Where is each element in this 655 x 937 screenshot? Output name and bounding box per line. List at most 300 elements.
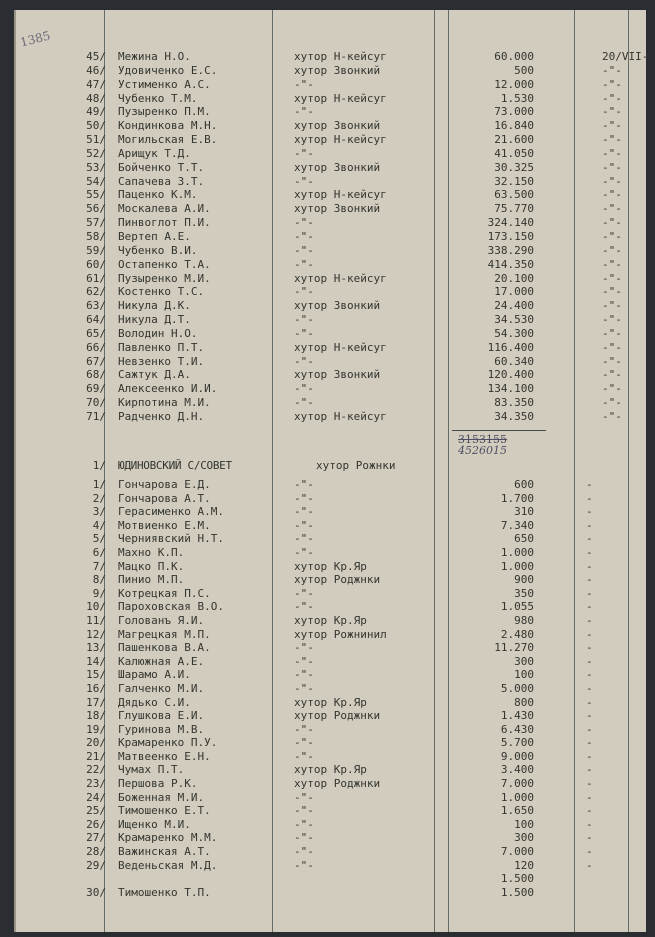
date-mark: - <box>586 709 593 723</box>
date-mark: - <box>586 586 593 600</box>
quantity: 1.650 <box>500 804 534 818</box>
table-row <box>16 696 646 710</box>
row-number: 18/ <box>86 709 106 723</box>
date-mark: -"- <box>602 285 622 299</box>
section-header <box>16 458 646 474</box>
date-mark: - <box>586 845 593 859</box>
place-name: -"- <box>294 654 314 668</box>
row-number: 12/ <box>86 627 106 641</box>
place-name: хутор Звонкий <box>294 299 381 313</box>
date-mark: 20/VII- <box>602 50 649 63</box>
quantity: 73.000 <box>494 105 534 119</box>
table-row <box>16 791 646 805</box>
row-number: 69/ <box>86 382 106 396</box>
place-name: -"- <box>294 545 314 559</box>
place-name: -"- <box>294 532 314 546</box>
struck-total: 3153155 <box>458 433 507 446</box>
person-name: Чубенко Т.М. <box>118 91 198 105</box>
table-row <box>16 709 646 723</box>
place-name: -"- <box>294 518 314 532</box>
row-number: 46/ <box>86 63 106 77</box>
date-mark: -"- <box>602 160 622 174</box>
date-mark: - <box>586 545 593 559</box>
table-row <box>16 299 646 313</box>
place-name: хутор Роджнки <box>294 709 381 723</box>
table-row <box>16 230 646 244</box>
place-name: -"- <box>294 681 314 695</box>
row-number: 4/ <box>92 518 106 532</box>
person-name: Бойченко Т.Т. <box>118 160 205 174</box>
date-mark: - <box>586 722 593 736</box>
person-name: Вертеп А.Е. <box>118 229 191 243</box>
quantity: 60.340 <box>494 354 534 368</box>
place-name: -"- <box>294 382 314 396</box>
row-number: 5/ <box>92 532 106 546</box>
row-number: 9/ <box>92 586 106 600</box>
table-row <box>16 341 646 355</box>
person-name: Пинио М.П. <box>118 573 185 587</box>
person-name: Пузыренко П.М. <box>118 105 211 119</box>
place-name: хутор Звонкий <box>294 368 381 382</box>
date-mark: - <box>586 817 593 831</box>
place-name: -"- <box>294 817 314 831</box>
quantity: 1.055 <box>500 600 534 614</box>
quantity: 83.350 <box>494 396 534 410</box>
person-name: Удовиченко Е.С. <box>118 63 218 77</box>
person-name: Шарамо А.И. <box>118 668 191 682</box>
person-name: Важинская А.Т. <box>118 845 211 859</box>
table-row <box>16 382 646 396</box>
place-name: -"- <box>294 641 314 655</box>
quantity: 3.400 <box>500 763 534 777</box>
person-name: Кирпотина М.И. <box>118 396 211 410</box>
table-row <box>16 478 646 492</box>
table-row <box>16 614 646 628</box>
quantity: 34.350 <box>494 409 534 423</box>
quantity: 350 <box>514 586 534 600</box>
table-row <box>16 216 646 230</box>
date-mark: - <box>586 749 593 763</box>
place-name: -"- <box>294 354 314 368</box>
table-row <box>16 668 646 682</box>
place-name: -"- <box>294 478 314 491</box>
table-row <box>16 92 646 106</box>
date-mark: - <box>586 790 593 804</box>
place-name: хутор Кр.Яр <box>294 613 367 627</box>
place-name: -"- <box>294 586 314 600</box>
person-name: Ищенко М.И. <box>118 817 191 831</box>
date-mark: - <box>586 695 593 709</box>
table-row <box>16 750 646 764</box>
date-mark: -"- <box>602 63 622 77</box>
row-number: 67/ <box>86 354 106 368</box>
quantity: 650 <box>514 532 534 546</box>
date-mark: -"- <box>602 340 622 354</box>
table-row <box>16 396 646 410</box>
row-number: 47/ <box>86 77 106 91</box>
quantity: 500 <box>514 63 534 77</box>
column-totals <box>458 434 548 456</box>
person-name: Гончарова А.Т. <box>118 491 211 505</box>
quantity: 60.000 <box>494 50 534 63</box>
table-row <box>16 804 646 818</box>
table-row <box>16 845 646 859</box>
row-number: 56/ <box>86 202 106 216</box>
row-number: 17/ <box>86 695 106 709</box>
row-number: 27/ <box>86 831 106 845</box>
table-row <box>16 327 646 341</box>
table-row <box>16 777 646 791</box>
date-mark: -"- <box>602 243 622 257</box>
place-name: хутор Н-кейсуг <box>294 340 387 354</box>
row-number: 62/ <box>86 285 106 299</box>
quantity: 324.140 <box>487 216 534 230</box>
table-row <box>16 505 646 519</box>
date-mark: -"- <box>602 146 622 160</box>
place-name: -"- <box>294 243 314 257</box>
person-name: Алексеенко И.И. <box>118 382 218 396</box>
person-name: Невзенко Т.И. <box>118 354 205 368</box>
person-name: Володин Н.О. <box>118 326 198 340</box>
date-mark: -"- <box>602 229 622 243</box>
date-mark: -"- <box>602 105 622 119</box>
table-row <box>16 202 646 216</box>
table-row <box>16 859 646 873</box>
date-mark: -"- <box>602 119 622 133</box>
place-name: хутор Роджнки <box>294 777 381 791</box>
table-row <box>16 723 646 737</box>
place-name: -"- <box>294 845 314 859</box>
person-name: Кондинкова М.Н. <box>118 119 218 133</box>
person-name: Чумах П.Т. <box>118 763 185 777</box>
quantity: 24.400 <box>494 299 534 313</box>
person-name: Межина Н.О. <box>118 50 191 63</box>
person-name: Остапенко Т.А. <box>118 257 211 271</box>
quantity: 63.500 <box>494 188 534 202</box>
table-row <box>16 736 646 750</box>
place-name: -"- <box>294 804 314 818</box>
person-name: Черниявский Н.Т. <box>118 532 224 546</box>
row-number: 3/ <box>92 505 106 519</box>
person-name: Никула Д.Т. <box>118 313 191 327</box>
table-row <box>16 546 646 560</box>
date-mark: - <box>586 613 593 627</box>
place-name: -"- <box>294 146 314 160</box>
date-mark: - <box>586 600 593 614</box>
row-number: 54/ <box>86 174 106 188</box>
row-number: 70/ <box>86 396 106 410</box>
place-name: хутор Н-кейсуг <box>294 50 387 63</box>
row-number: 51/ <box>86 133 106 147</box>
table-row <box>16 285 646 299</box>
date-mark: - <box>586 559 593 573</box>
date-mark: - <box>586 478 593 491</box>
person-name: Могильская Е.В. <box>118 133 218 147</box>
place-name: -"- <box>294 831 314 845</box>
place-name: хутор Рожнинил <box>294 627 387 641</box>
place-name: -"- <box>294 313 314 327</box>
quantity: 120 <box>514 858 534 872</box>
person-name: Тимошенко Е.Т. <box>118 804 211 818</box>
place-name: -"- <box>294 491 314 505</box>
person-name: Мацко П.К. <box>118 559 185 573</box>
row-number: 55/ <box>86 188 106 202</box>
place-name: -"- <box>294 216 314 230</box>
row-number: 23/ <box>86 777 106 791</box>
row-number: 7/ <box>92 559 106 573</box>
quantity: 300 <box>514 654 534 668</box>
place-name: -"- <box>294 105 314 119</box>
person-name: Устименко А.С. <box>118 77 211 91</box>
quantity: 75.770 <box>494 202 534 216</box>
quantity: 800 <box>514 695 534 709</box>
place-name: -"- <box>294 326 314 340</box>
person-name: Матвеенко Е.Н. <box>118 749 211 763</box>
place-name: хутор Звонкий <box>294 63 381 77</box>
row-number: 30/ <box>86 885 106 899</box>
row-number: 1/ <box>92 478 106 491</box>
person-name: Глушкова Е.И. <box>118 709 205 723</box>
date-mark: - <box>586 573 593 587</box>
quantity: 1.500 <box>500 872 534 886</box>
quantity: 41.050 <box>494 146 534 160</box>
quantity: 21.600 <box>494 133 534 147</box>
row-number: 11/ <box>86 613 106 627</box>
table-row <box>16 355 646 369</box>
quantity: 1.000 <box>500 559 534 573</box>
table-row <box>16 161 646 175</box>
quantity: 9.000 <box>500 749 534 763</box>
table-row <box>16 188 646 202</box>
date-mark: -"- <box>602 188 622 202</box>
person-name: Чубенко В.И. <box>118 243 198 257</box>
place-name: -"- <box>294 600 314 614</box>
place-name: -"- <box>294 749 314 763</box>
quantity: 54.300 <box>494 326 534 340</box>
row-number: 57/ <box>86 216 106 230</box>
date-mark: -"- <box>602 77 622 91</box>
row-number: 45/ <box>86 50 106 63</box>
handwritten-total: 4526015 <box>458 444 507 457</box>
person-name: Сажтук Д.А. <box>118 368 191 382</box>
row-number: 22/ <box>86 763 106 777</box>
table-row <box>16 258 646 272</box>
quantity: 1.000 <box>500 790 534 804</box>
date-mark: - <box>586 763 593 777</box>
place-name: хутор Звонкий <box>294 119 381 133</box>
place-name: хутор Роджнки <box>294 573 381 587</box>
quantity: 11.270 <box>494 641 534 655</box>
person-name: Костенко Т.С. <box>118 285 205 299</box>
row-number: 48/ <box>86 91 106 105</box>
row-number: 10/ <box>86 600 106 614</box>
quantity: 5.700 <box>500 736 534 750</box>
row-number: 61/ <box>86 271 106 285</box>
date-mark: -"- <box>602 382 622 396</box>
row-number: 15/ <box>86 668 106 682</box>
row-number: 49/ <box>86 105 106 119</box>
quantity: 300 <box>514 831 534 845</box>
quantity: 414.350 <box>487 257 534 271</box>
row-number: 58/ <box>86 229 106 243</box>
quantity: 12.000 <box>494 77 534 91</box>
person-name: Радченко Д.Н. <box>118 409 205 423</box>
place-name: -"- <box>294 858 314 872</box>
quantity: 100 <box>514 817 534 831</box>
date-mark: - <box>586 804 593 818</box>
person-name: Пашенкова В.А. <box>118 641 211 655</box>
place-name: -"- <box>294 790 314 804</box>
table-row <box>16 133 646 147</box>
person-name: Гуринова М.В. <box>118 722 205 736</box>
section-number: 1/ <box>92 459 106 472</box>
quantity: 2.480 <box>500 627 534 641</box>
row-number: 26/ <box>86 817 106 831</box>
document-page <box>14 10 649 932</box>
table-row <box>16 410 646 424</box>
quantity: 7.000 <box>500 845 534 859</box>
person-name: Никула Д.К. <box>118 299 191 313</box>
person-name: Крамаренко М.М. <box>118 831 218 845</box>
table-row <box>16 50 649 64</box>
table-row <box>16 519 646 533</box>
quantity: 980 <box>514 613 534 627</box>
row-number: 8/ <box>92 573 106 587</box>
date-mark: - <box>586 627 593 641</box>
person-name: Крамаренко П.У. <box>118 736 218 750</box>
person-name: Пароховская В.О. <box>118 600 224 614</box>
row-number: 60/ <box>86 257 106 271</box>
quantity: 900 <box>514 573 534 587</box>
quantity: 34.530 <box>494 313 534 327</box>
quantity: 1.000 <box>500 545 534 559</box>
quantity: 5.000 <box>500 681 534 695</box>
row-number: 20/ <box>86 736 106 750</box>
person-name: Арищук Т.Д. <box>118 146 191 160</box>
person-name: Паценко К.М. <box>118 188 198 202</box>
date-mark: - <box>586 736 593 750</box>
place-name: -"- <box>294 668 314 682</box>
quantity: 17.000 <box>494 285 534 299</box>
quantity: 338.290 <box>487 243 534 257</box>
date-mark: - <box>586 777 593 791</box>
row-number: 14/ <box>86 654 106 668</box>
quantity: 173.150 <box>487 229 534 243</box>
table-row <box>16 78 646 92</box>
table-row <box>16 587 646 601</box>
table-row <box>16 64 646 78</box>
person-name: Пузыренко М.И. <box>118 271 211 285</box>
person-name: Голованъ Я.И. <box>118 613 205 627</box>
place-name: -"- <box>294 396 314 410</box>
place-name: -"- <box>294 736 314 750</box>
person-name: Мотвиенко Е.М. <box>118 518 211 532</box>
table-row <box>16 532 646 546</box>
table-row <box>16 655 646 669</box>
quantity: 7.000 <box>500 777 534 791</box>
place-name: хутор Кр.Яр <box>294 695 367 709</box>
date-mark: -"- <box>602 368 622 382</box>
person-name: Махно К.П. <box>118 545 185 559</box>
table-row <box>16 119 646 133</box>
table-row <box>16 872 646 886</box>
place-name: хутор Н-кейсуг <box>294 188 387 202</box>
date-mark: -"- <box>602 91 622 105</box>
date-mark: - <box>586 491 593 505</box>
person-name: Котрецкая П.С. <box>118 586 211 600</box>
table-row <box>16 105 646 119</box>
date-mark: -"- <box>602 299 622 313</box>
row-number: 66/ <box>86 340 106 354</box>
table-row <box>16 763 646 777</box>
date-mark: -"- <box>602 396 622 410</box>
quantity: 32.150 <box>494 174 534 188</box>
date-mark: - <box>586 505 593 519</box>
table-row <box>16 313 646 327</box>
row-number: 53/ <box>86 160 106 174</box>
quantity: 1.530 <box>500 91 534 105</box>
date-mark: -"- <box>602 202 622 216</box>
date-mark: - <box>586 681 593 695</box>
table-row <box>16 886 646 900</box>
date-mark: -"- <box>602 174 622 188</box>
date-mark: - <box>586 858 593 872</box>
row-number: 50/ <box>86 119 106 133</box>
row-number: 16/ <box>86 681 106 695</box>
date-mark: -"- <box>602 271 622 285</box>
place-name: -"- <box>294 722 314 736</box>
date-mark: -"- <box>602 409 622 423</box>
place-name: хутор Звонкий <box>294 160 381 174</box>
quantity: 310 <box>514 505 534 519</box>
place-name: -"- <box>294 285 314 299</box>
date-mark: - <box>586 532 593 546</box>
row-number: 68/ <box>86 368 106 382</box>
place-name: хутор Н-кейсуг <box>294 409 387 423</box>
records-list-a <box>16 50 649 424</box>
person-name: Дядько С.И. <box>118 695 191 709</box>
quantity: 20.100 <box>494 271 534 285</box>
quantity: 1.430 <box>500 709 534 723</box>
records-list-b <box>16 478 646 899</box>
table-row <box>16 831 646 845</box>
quantity: 116.400 <box>487 340 534 354</box>
place-name: хутор Н-кейсуг <box>294 91 387 105</box>
row-number: 65/ <box>86 326 106 340</box>
date-mark: -"- <box>602 313 622 327</box>
place-name: -"- <box>294 505 314 519</box>
table-row <box>16 682 646 696</box>
date-mark: - <box>586 668 593 682</box>
quantity: 600 <box>514 478 534 491</box>
date-mark: - <box>586 518 593 532</box>
date-mark: - <box>586 831 593 845</box>
person-name: Павленко П.Т. <box>118 340 205 354</box>
table-row <box>16 628 646 642</box>
row-number: 52/ <box>86 146 106 160</box>
row-number: 59/ <box>86 243 106 257</box>
person-name: Москалева А.И. <box>118 202 211 216</box>
place-name: -"- <box>294 229 314 243</box>
person-name: Галченко М.И. <box>118 681 205 695</box>
place-name: хутор Н-кейсуг <box>294 133 387 147</box>
quantity: 6.430 <box>500 722 534 736</box>
table-row <box>16 368 646 382</box>
row-number: 2/ <box>92 491 106 505</box>
person-name: Сапачева З.Т. <box>118 174 205 188</box>
table-row <box>16 147 646 161</box>
row-number: 64/ <box>86 313 106 327</box>
